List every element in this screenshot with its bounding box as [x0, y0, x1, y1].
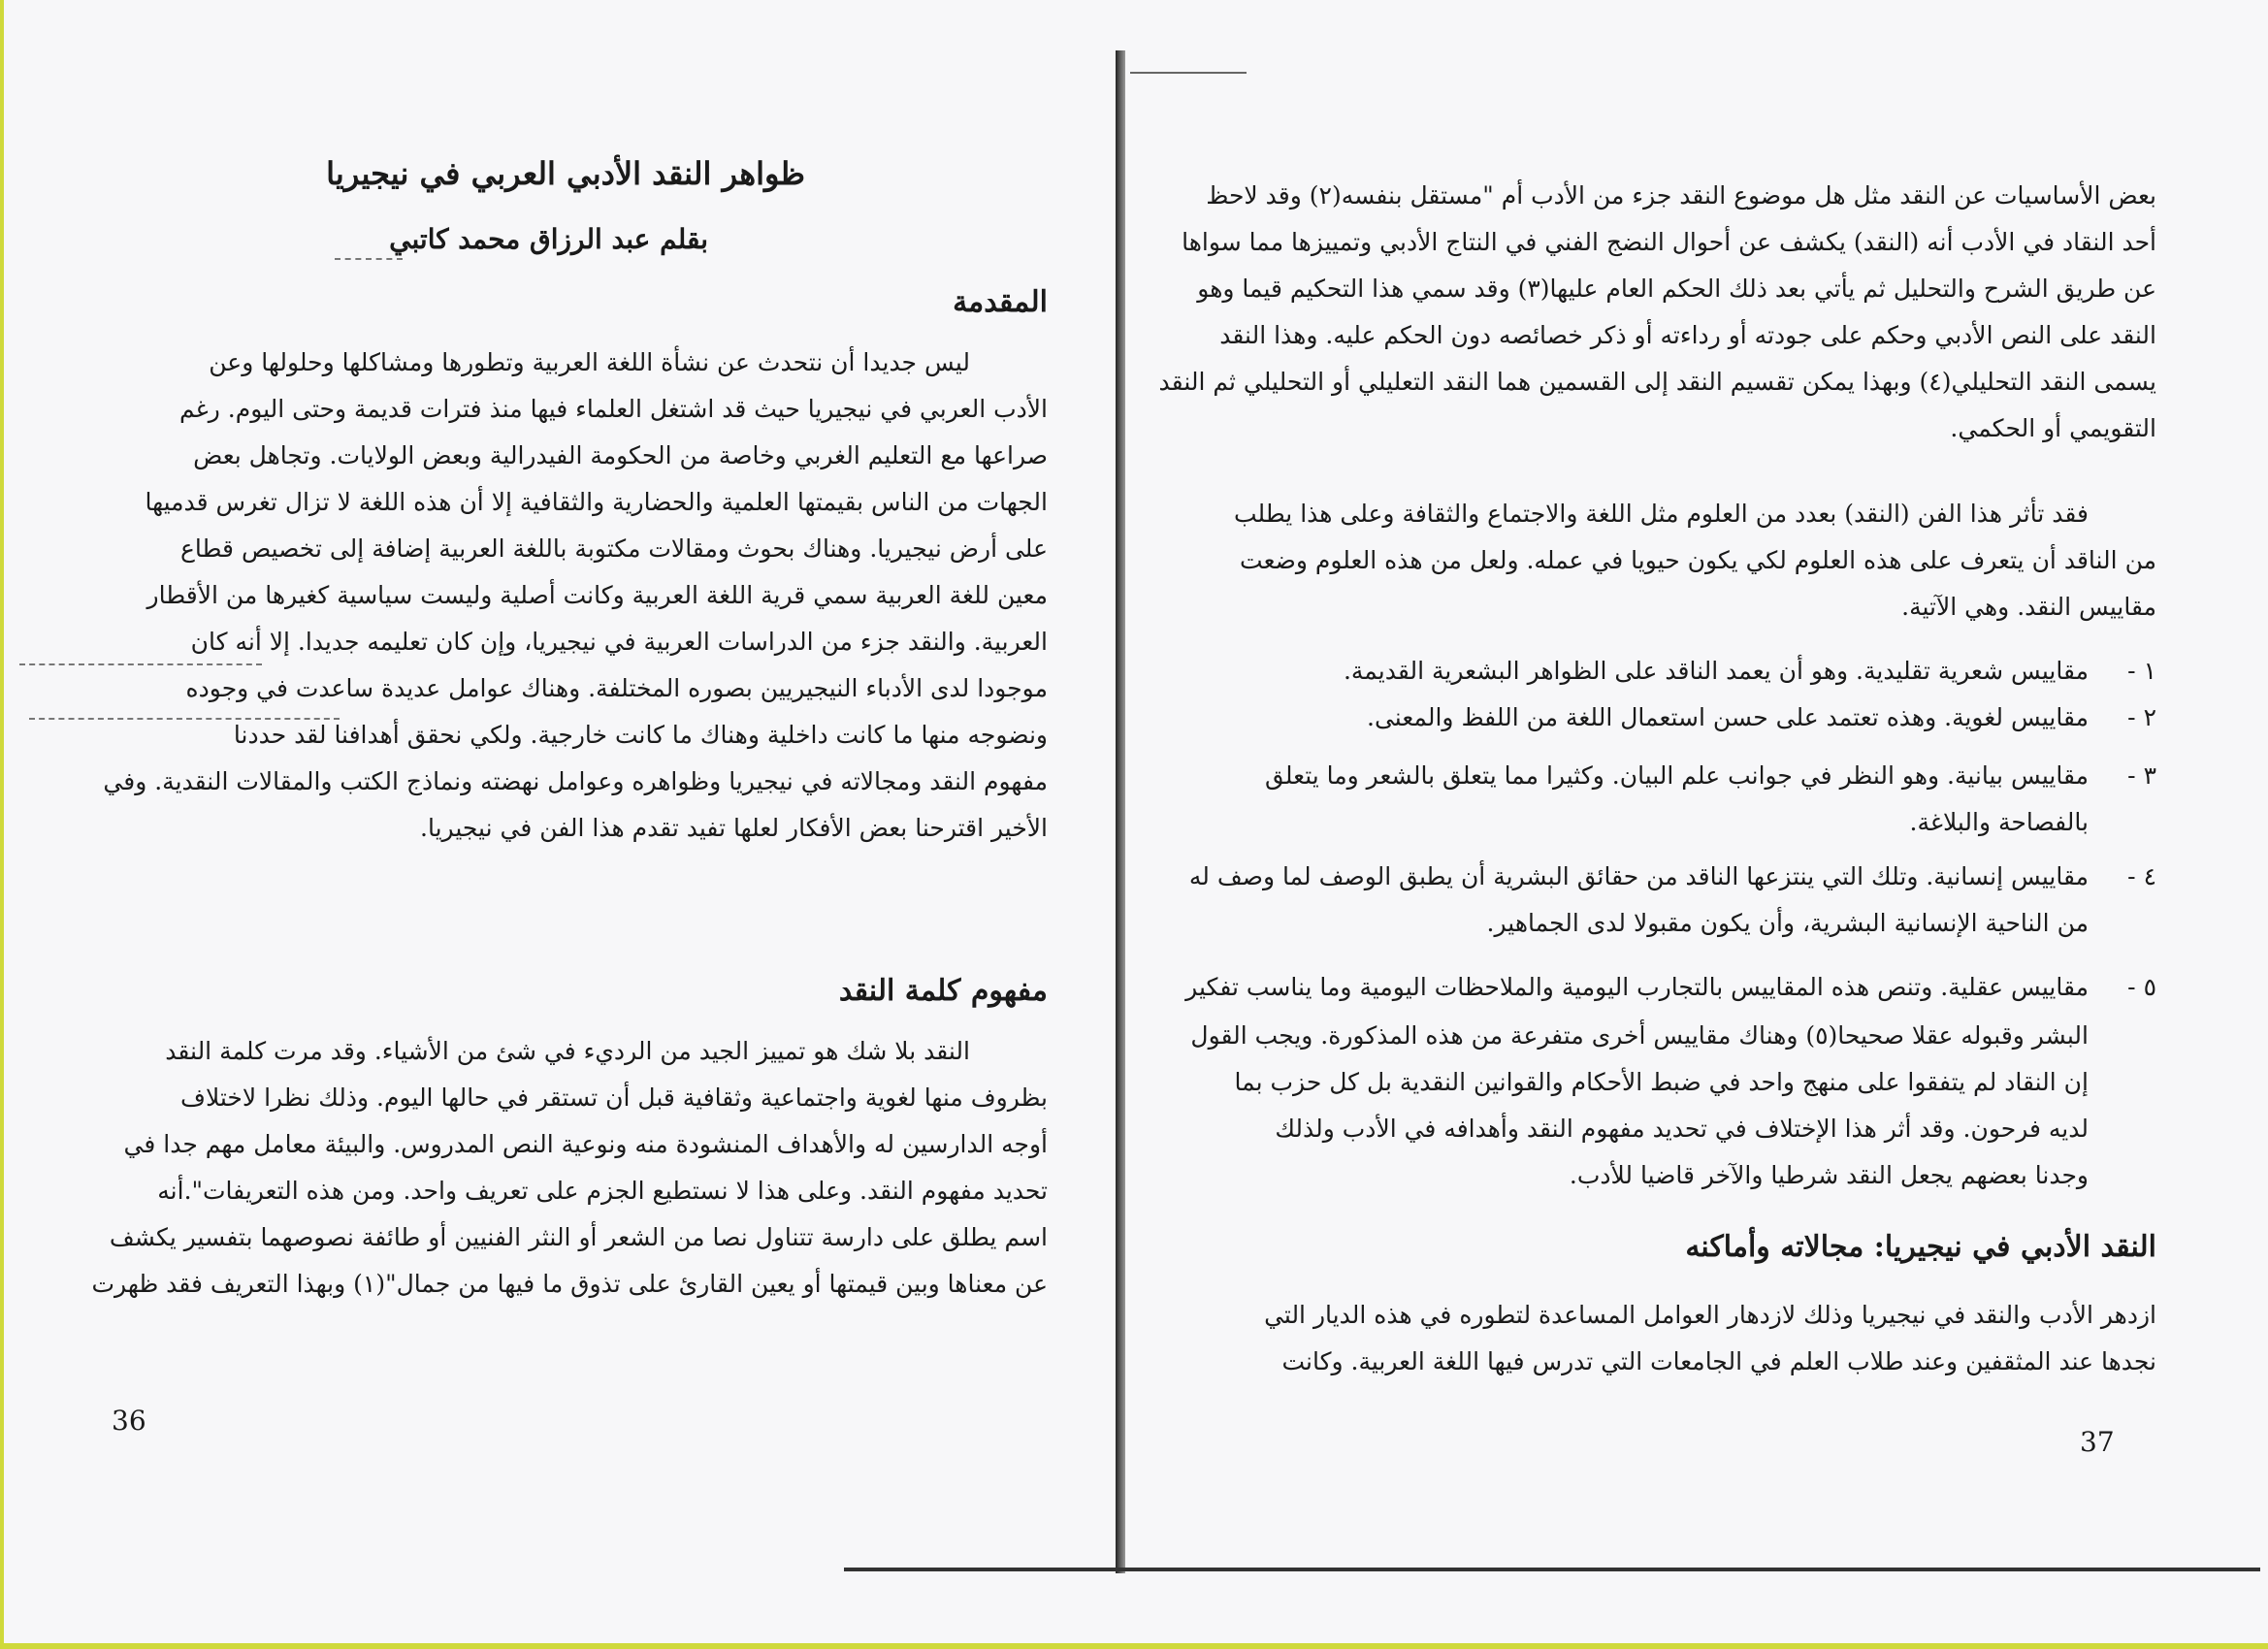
scan-mark	[335, 258, 403, 260]
author-byline: بقلم عبد الرزاق محمد كاتبي	[389, 223, 708, 255]
section-paragraph	[1240, 1292, 2156, 1385]
text-line: الجهات من الناس بقيمتها العلمية والحضارية والثقافية إلا أن هذه اللغة لا تزال تغرس قدميها	[145, 488, 1048, 516]
text-line: ازدهر الأدب والنقد في نيجيريا وذلك لازدهار العوامل المساعدة لتطوره في هذه الديار التي	[1264, 1301, 2156, 1329]
list-item	[1185, 964, 2089, 1011]
text-line: إن النقاد لم يتفقوا على منهج واحد في ضبط الأحكام والقوانين النقدية بل كل حزب بما	[1234, 1068, 2089, 1096]
text-line: أوجه الدارسين له والأهداف المنشودة منه ونوعية النص المدروس. والبيئة معامل مهم جدا في	[123, 1130, 1048, 1158]
text-line: مقاييس بيانية. وهو النظر في جوانب علم البيان. وكثيرا مما يتعلق بالشعر وما يتعلق	[1265, 761, 2089, 790]
text-line: وجدنا بعضهم يجعل النقد شرطيا والآخر قاضيا للأدب.	[1569, 1161, 2089, 1189]
text-line: أحد النقاد في الأدب أنه (النقد) يكشف عن أحوال النضج الفني في النتاج الأدبي وتمييزها مما سواها	[1182, 228, 2156, 256]
text-line: مقاييس النقد. وهي الآتية.	[1901, 593, 2156, 621]
text-line: البشر وقبوله عقلا صحيحا(٥) وهناك مقاييس أخرى متفرعة من هذه المذكورة. ويجب القول	[1190, 1021, 2089, 1050]
sciences-paragraph	[1233, 491, 2156, 630]
text-line: النقد على النص الأدبي وحكم على جودته أو رداءته أو ذكر خصائصه دون الحكم عليه. وهذا النقد	[1219, 321, 2156, 349]
text-line: مفهوم النقد ومجالاته في نيجيريا وظواهره وعوامل نهضته ونماذج الكتب والمقالات النقدية. وفي	[103, 767, 1048, 795]
text-line: مقاييس إنسانية. وتلك التي ينتزعها الناقد من حقائق البشرية أن يطبق الوصف لما وصف له	[1188, 862, 2089, 890]
intro-heading: المقدمة	[953, 285, 1048, 319]
criteria-continuation	[1190, 1013, 2089, 1199]
text-line: مقاييس لغوية. وهذه تعتمد على حسن استعمال اللغة من اللفظ والمعنى.	[1367, 703, 2089, 731]
text-line: نجدها عند المثقفين وعند طلاب العلم في الجامعات التي تدرس فيها اللغة العربية. وكانت	[1281, 1347, 2156, 1375]
text-line: التقويمي أو الحكمي.	[1950, 414, 2156, 442]
list-item	[1188, 854, 2089, 947]
text-line: موجودا لدى الأدباء النيجيريين بصوره المختلفة. وهناك عوامل عديدة ساعدت في وجوده	[185, 674, 1048, 702]
scan-mark	[29, 718, 340, 720]
concept-heading: مفهوم كلمة النقد	[838, 974, 1048, 1008]
text-line: ونضوجه منها ما كانت داخلية وهناك ما كانت خارجية. ولكي نحقق أهدافنا لقد حددنا	[233, 721, 1048, 749]
text-line: من الناقد أن يتعرف على هذه العلوم لكي يكون حيويا في عمله. ولعل من هذه العلوم وضعت	[1240, 546, 2156, 574]
list-item	[1235, 648, 2089, 695]
text-line: عن طريق الشرح والتحليل ثم يأتي بعد ذلك الحكم العام عليها(٣) وقد سمي هذا التحكيم قيما وهو	[1197, 275, 2156, 303]
text-line: مقاييس شعرية تقليدية. وهو أن يعمد الناقد على الظواهر البشعرية القديمة.	[1343, 657, 2089, 685]
scanner-border-bottom	[0, 1643, 2268, 1649]
text-line: يسمى النقد التحليلي(٤) وبهذا يمكن تقسيم النقد إلى القسمين هما النقد التعليلي أو التحليلي ثم النقد	[1158, 368, 2156, 396]
text-line: اسم يطلق على دارسة تتناول نصا من الشعر أو النثر الفنيين أو طائفة نصوصهما بتفسير يكشف	[109, 1223, 1048, 1251]
text-line: ليس جديدا أن نتحدث عن نشأة اللغة العربية وتطورها ومشاكلها وحلولها وعن	[209, 348, 970, 376]
text-line: بعض الأساسيات عن النقد مثل هل موضوع النقد جزء من الأدب أم "مستقل بنفسه(٢) وقد لاحظ	[1206, 181, 2156, 210]
text-line: الأخير اقترحنا بعض الأفكار لعلها تفيد تقدم هذا الفن في نيجيريا.	[420, 814, 1048, 842]
text-line: فقد تأثر هذا الفن (النقد) بعدد من العلوم مثل اللغة والاجتماع والثقافة وعلى هذا يطلب	[1233, 500, 2089, 528]
right-page	[1116, 0, 2268, 1643]
text-line: صراعها مع التعليم الغربي وخاصة من الحكومة الفيدرالية وبعض الولايات. وتجاهل بعض	[193, 441, 1048, 469]
list-number: ٣ -	[2127, 761, 2156, 790]
article-title: ظواهر النقد الأدبي العربي في نيجيريا	[326, 155, 805, 192]
page-number: 37	[2080, 1426, 2115, 1458]
text-line: العربية. والنقد جزء من الدراسات العربية في نيجيريا، وإن كان تعليمه جديدا. إلا أنه كان	[190, 628, 1048, 656]
text-line: عن معناها وبين قيمتها أو يعين القارئ على تذوق ما فيها من جمال"(١) وبهذا التعريف فقد ظهرت	[91, 1270, 1048, 1298]
page-number: 36	[112, 1405, 146, 1437]
list-item	[1235, 753, 2089, 846]
list-number: ٥ -	[2127, 973, 2156, 1001]
text-line: النقد بلا شك هو تمييز الجيد من الرديء في شئ من الأشياء. وقد مرت كلمة النقد	[165, 1037, 970, 1065]
list-number: ٢ -	[2127, 703, 2156, 731]
list-number: ٤ -	[2127, 862, 2156, 890]
text-line: مقاييس عقلية. وتنص هذه المقاييس بالتجارب اليومية والملاحظات اليومية وما يناسب تفكير	[1185, 973, 2089, 1001]
intro-paragraph	[103, 340, 1048, 852]
text-line: بالفصاحة والبلاغة.	[1909, 808, 2089, 836]
text-line: معين للغة العربية سمي قرية اللغة العربية وكانت أصلية وليست سياسية كغيرها من الأقطار	[146, 581, 1048, 609]
concept-paragraph	[91, 1028, 1048, 1308]
text-line: على أرض نيجيريا. وهناك بحوث ومقالات مكتوبة باللغة العربية إضافة إلى تخصيص قطاع	[180, 534, 1048, 563]
scan-mark	[19, 663, 262, 665]
text-line: لديه فرحون. وقد أثر هذا الإختلاف في تحديد مفهوم النقد وأهدافه في الأدب ولذلك	[1275, 1115, 2089, 1143]
section-heading: النقد الأدبي في نيجيريا: مجالاته وأماكنه	[1685, 1230, 2156, 1264]
list-item	[1235, 695, 2089, 741]
list-number: ١ -	[2127, 657, 2156, 685]
left-page	[0, 0, 1116, 1643]
text-line: تحديد مفهوم النقد. وعلى هذا لا نستطيع الجزم على تعريف واحد. ومن هذه التعريفات".أنه	[157, 1177, 1048, 1205]
text-line: الأدب العربي في نيجيريا حيث قد اشتغل العلماء فيها منذ فترات قديمة وحتى اليوم. رغم	[179, 395, 1048, 423]
opening-paragraph	[1158, 173, 2156, 452]
text-line: من الناحية الإنسانية البشرية، وأن يكون مقبولا لدى الجماهير.	[1486, 909, 2089, 937]
text-line: بظروف منها لغوية واجتماعية وثقافية قبل أن تستقر في حالها اليوم. وذلك نظرا لاختلاف	[180, 1083, 1048, 1112]
